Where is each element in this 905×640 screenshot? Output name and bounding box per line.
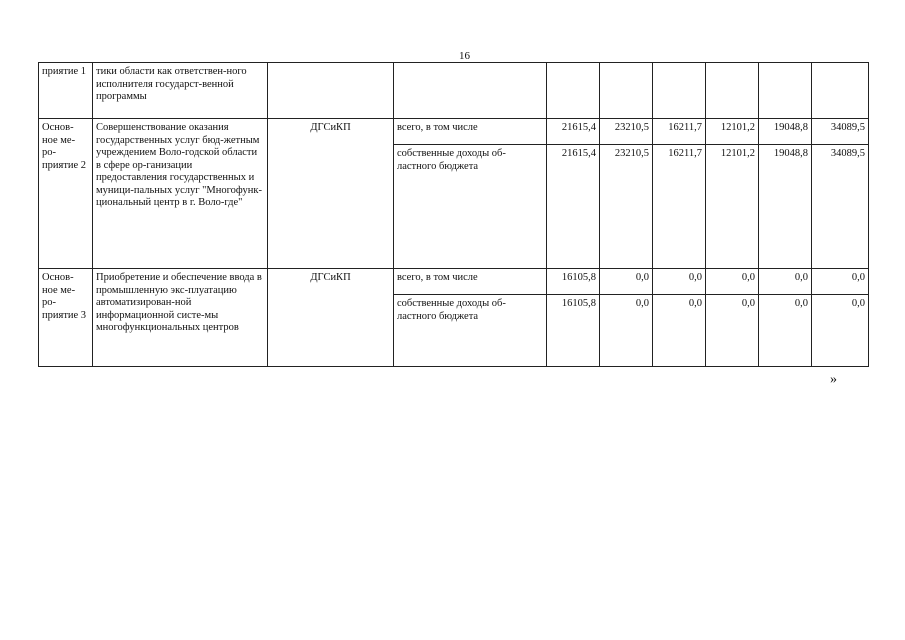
event-title-cell: Приобретение и обеспечение ввода в промышленную экс-плуатацию автоматизирован-ной информационной систе-мы многофункциональных центров [93, 269, 268, 367]
value-cell: 16211,7 [653, 145, 706, 269]
value-cell: 0,0 [759, 269, 812, 295]
executor-cell: ДГСиКП [268, 269, 394, 367]
value-cell: 0,0 [759, 295, 812, 367]
value-cell: 0,0 [812, 295, 869, 367]
value-cell: 23210,5 [600, 119, 653, 145]
value-cell: 34089,5 [812, 145, 869, 269]
source-cell: всего, в том числе [394, 119, 547, 145]
source-cell: собственные доходы об-ластного бюджета [394, 145, 547, 269]
budget-table [38, 62, 869, 367]
value-cell: 21615,4 [547, 119, 600, 145]
table-row [39, 269, 869, 295]
value-cell: 16105,8 [547, 295, 600, 367]
source-cell: собственные доходы об-ластного бюджета [394, 295, 547, 367]
value-cell: 16105,8 [547, 269, 600, 295]
page-number: 16 [459, 50, 470, 62]
value-cell: 19048,8 [759, 119, 812, 145]
value-cell: 19048,8 [759, 145, 812, 269]
event-label-cell: Основ-ное ме-ро-приятие 2 [39, 119, 93, 269]
event-title-cell: тики области как ответствен-ного исполнителя государст-венной программы [93, 63, 268, 119]
value-cell: 23210,5 [600, 145, 653, 269]
closing-quote: » [830, 372, 837, 387]
value-cell: 16211,7 [653, 119, 706, 145]
value-cell: 0,0 [600, 295, 653, 367]
value-cell: 21615,4 [547, 145, 600, 269]
event-label-cell: приятие 1 [39, 63, 93, 119]
value-cell: 12101,2 [706, 119, 759, 145]
table-row [39, 63, 869, 119]
value-cell: 34089,5 [812, 119, 869, 145]
value-cell: 0,0 [653, 269, 706, 295]
table-row [39, 119, 869, 145]
event-title-cell: Совершенствование оказания государственных услуг бюд-жетным учреждением Воло-годской области в сфере ор-ганизации предоставления государственных и муници-пальных услуг "Многофунк-циональный центр в г. Воло-где" [93, 119, 268, 269]
value-cell: 0,0 [706, 269, 759, 295]
executor-cell: ДГСиКП [268, 119, 394, 269]
value-cell: 12101,2 [706, 145, 759, 269]
value-cell: 0,0 [812, 269, 869, 295]
value-cell: 0,0 [600, 269, 653, 295]
value-cell: 0,0 [706, 295, 759, 367]
source-cell: всего, в том числе [394, 269, 547, 295]
event-label-cell: Основ-ное ме-ро-приятие 3 [39, 269, 93, 367]
value-cell: 0,0 [653, 295, 706, 367]
